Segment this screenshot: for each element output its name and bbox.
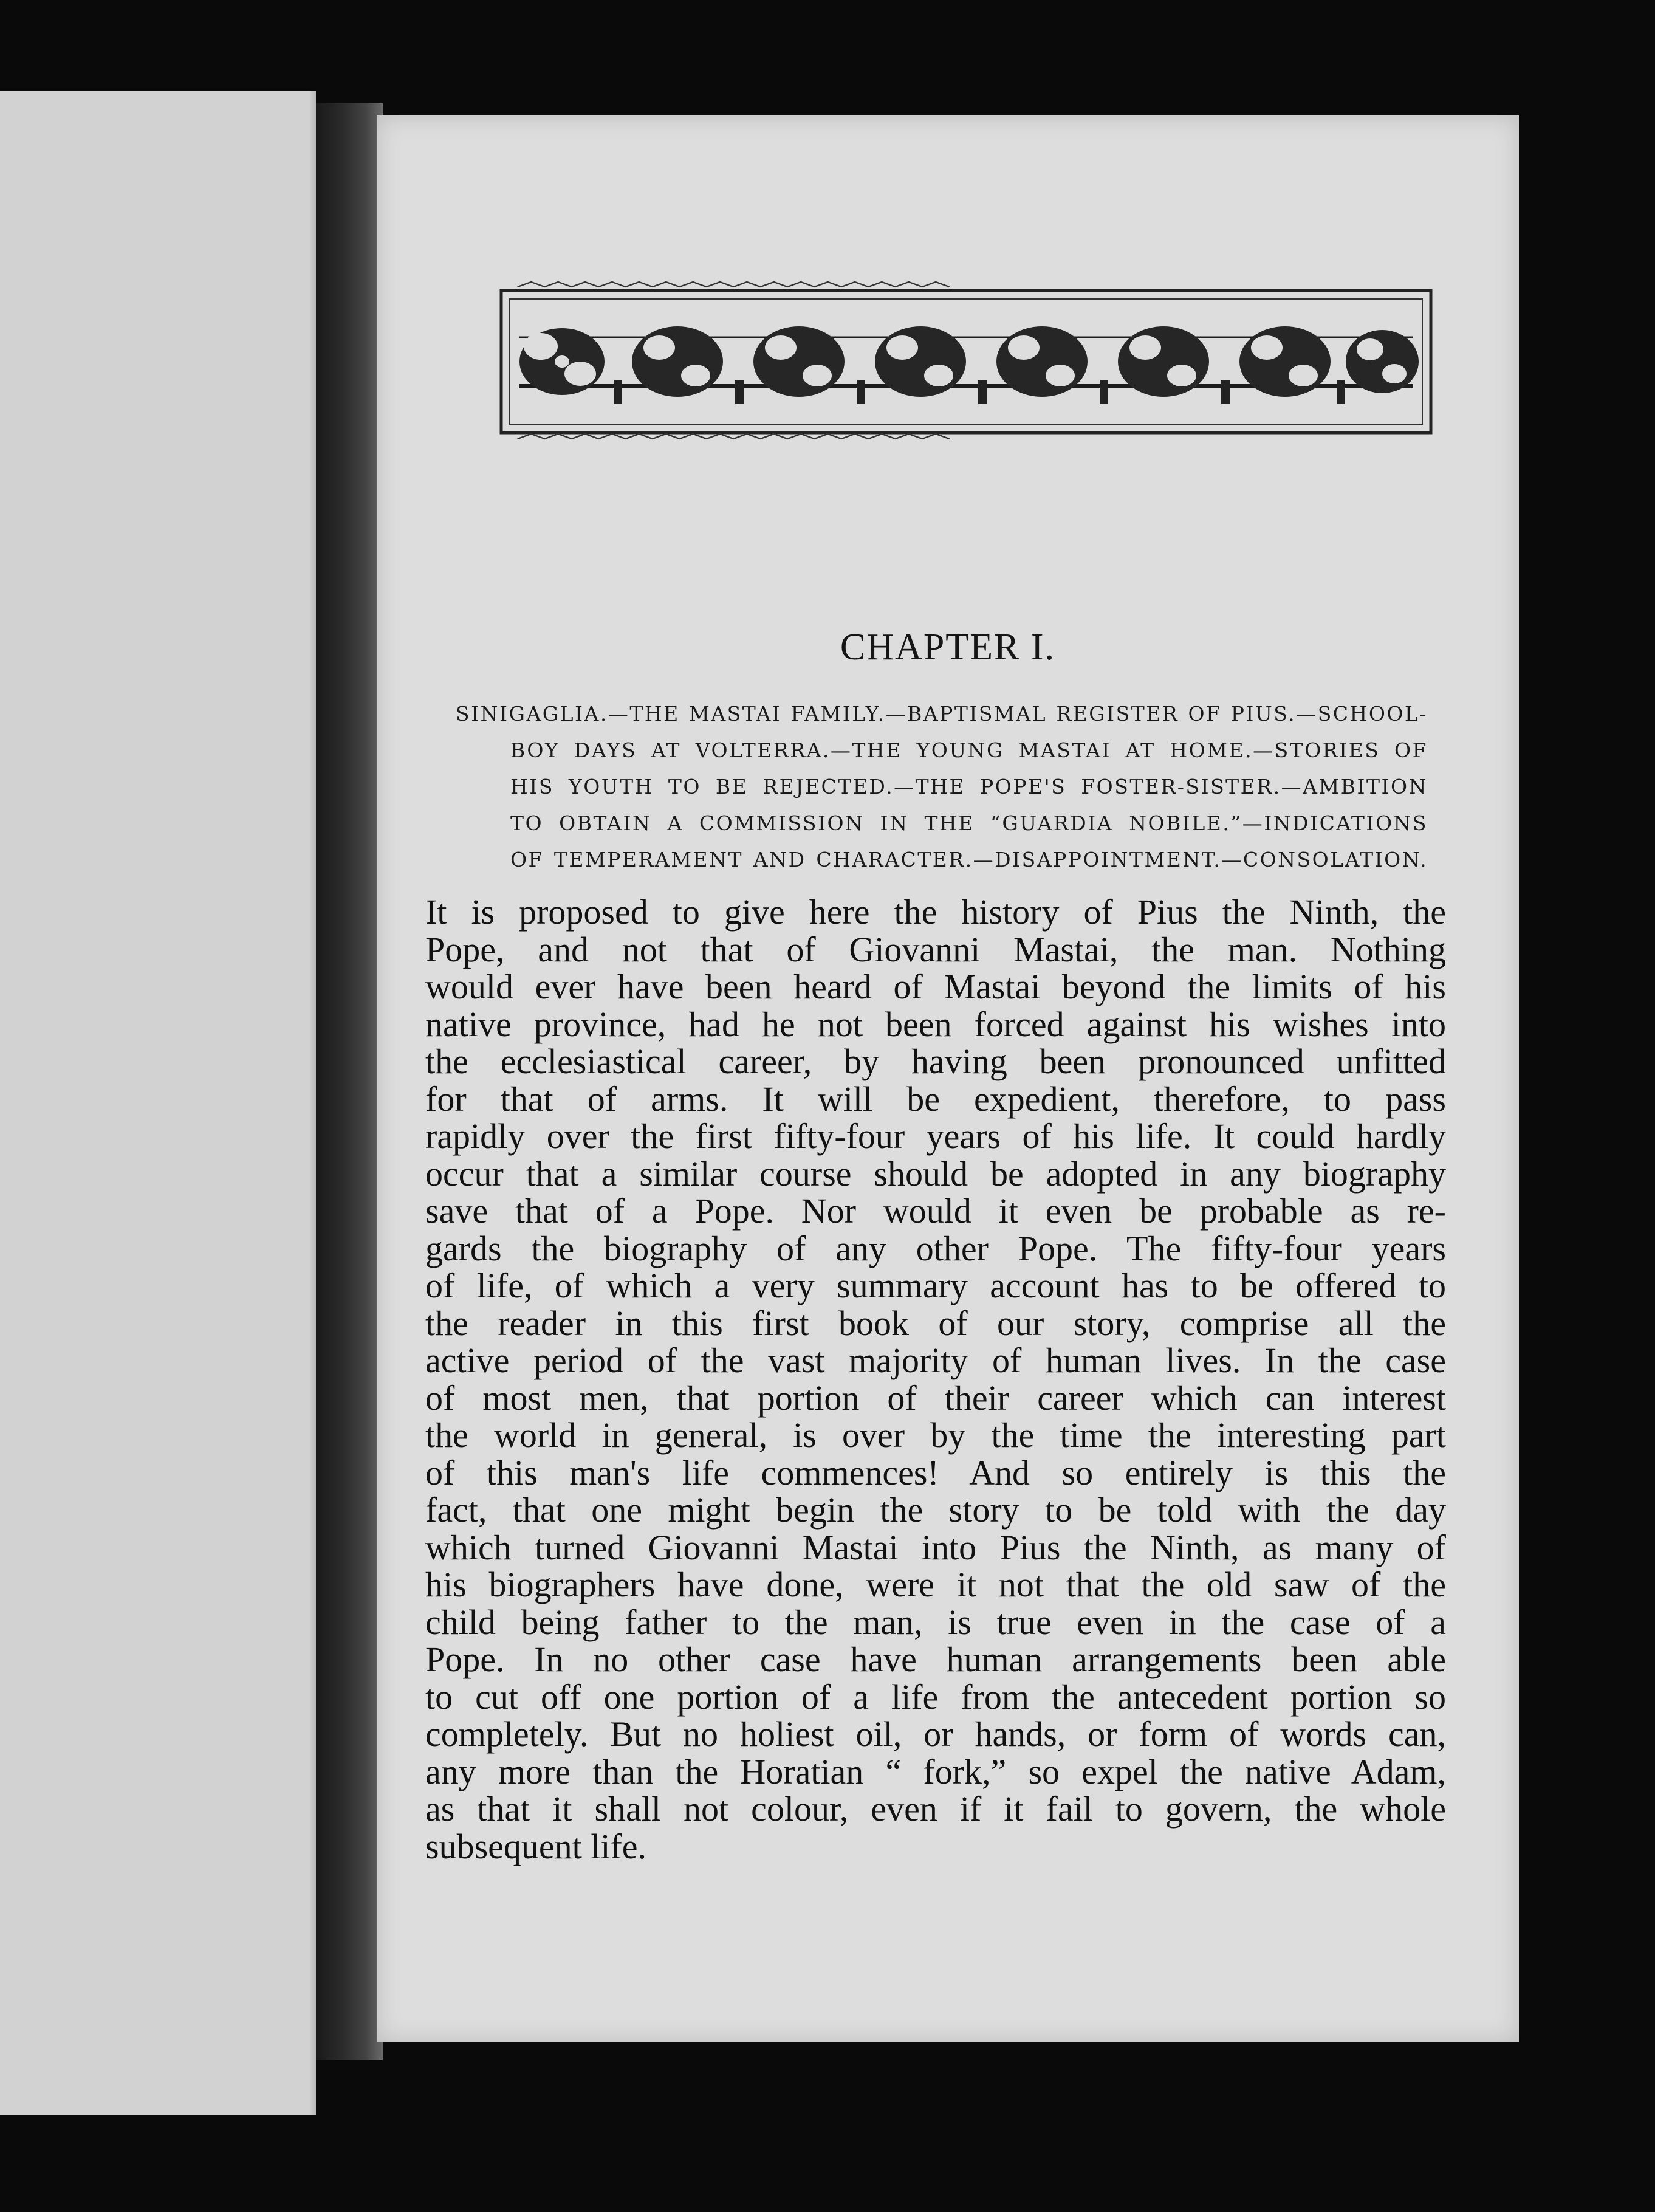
body-line: of life, of which a very summary account has to be offered to [425,1266,1446,1305]
body-line: occur that a similar course should be adopted in any biography [425,1153,1446,1194]
book-gutter-shadow [316,103,383,2060]
body-line: fact, that one might begin the story to be told with the day [425,1490,1446,1530]
body-line: which turned Giovanni Mastai into Pius the Ninth, as many of [425,1527,1446,1567]
body-line: of most men, that portion of their career which can interest [425,1378,1446,1418]
body-line: Pope, and not that of Giovanni Mastai, the man. Nothing [425,929,1446,969]
synopsis-line: SINIGAGLIA.—THE MASTAI FAMILY.—BAPTISMAL REGISTER OF PIUS.—SCHOOL- [456,702,1428,726]
body-line: subsequent life. [425,1826,647,1866]
body-line: rapidly over the first fifty-four years of his life. It could hardly [425,1116,1446,1156]
synopsis-line: BOY DAYS AT VOLTERRA.—THE YOUNG MASTAI AT HOME.—STORIES OF [510,738,1428,762]
body-line: as that it shall not colour, even if it fail to govern, the whole [425,1789,1446,1829]
body-line: would ever have been heard of Mastai beyond the limits of his [425,967,1446,1006]
body-line: for that of arms. It will be expedient, therefore, to pass [425,1079,1446,1119]
body-line: the ecclesiastical career, by having been pronounced unfitted [425,1042,1446,1081]
left-facing-page [0,91,316,2115]
body-line: gards the biography of any other Pope. The fifty-four years [425,1228,1446,1268]
body-line: active period of the vast majority of human lives. In the case [425,1341,1446,1380]
synopsis-line: HIS YOUTH TO BE REJECTED.—THE POPE'S FOSTER-SISTER.—AMBITION [510,775,1428,799]
body-line: the world in general, is over by the time the interesting part [425,1415,1446,1455]
body-line: native province, had he not been forced against his wishes into [425,1004,1446,1044]
body-line: child being father to the man, is true even in the case of a [425,1602,1446,1642]
left-page-edge [310,91,316,2115]
chapter-title: CHAPTER I. [840,627,1056,668]
body-paragraph [425,893,1446,1865]
body-line: to cut off one portion of a life from the antecedent portion so [425,1677,1446,1717]
synopsis-line: TO OBTAIN A COMMISSION IN THE “GUARDIA NOBILE.”—INDICATIONS [510,811,1428,835]
body-line: completely. But no holiest oil, or hands, or form of words can, [425,1714,1446,1754]
first-line-text: is proposed to give here the history of Pius the Ninth, the [471,892,1446,932]
synopsis-line: OF TEMPERAMENT AND CHARACTER.—DISAPPOINTMENT.—CONSOLATION. [510,848,1428,871]
body-line: any more than the Horatian “ fork,” so expel the native Adam, [425,1751,1446,1791]
body-line: save that of a Pope. Nor would it even be probable as re- [425,1191,1446,1231]
right-page [377,115,1519,2042]
body-line: the reader in this first book of our story, comprise all the [425,1303,1446,1343]
ornamental-headpiece [495,280,1437,444]
body-line: Pope. In no other case have human arrangements been able [425,1640,1446,1679]
chapter-synopsis [456,696,1428,878]
body-line: his biographers have done, were it not that the old saw of the [425,1565,1446,1604]
body-line: of this man's life commences! And so entirely is this the [425,1452,1446,1492]
first-word: It [425,892,447,932]
body-line-first [425,893,1446,931]
